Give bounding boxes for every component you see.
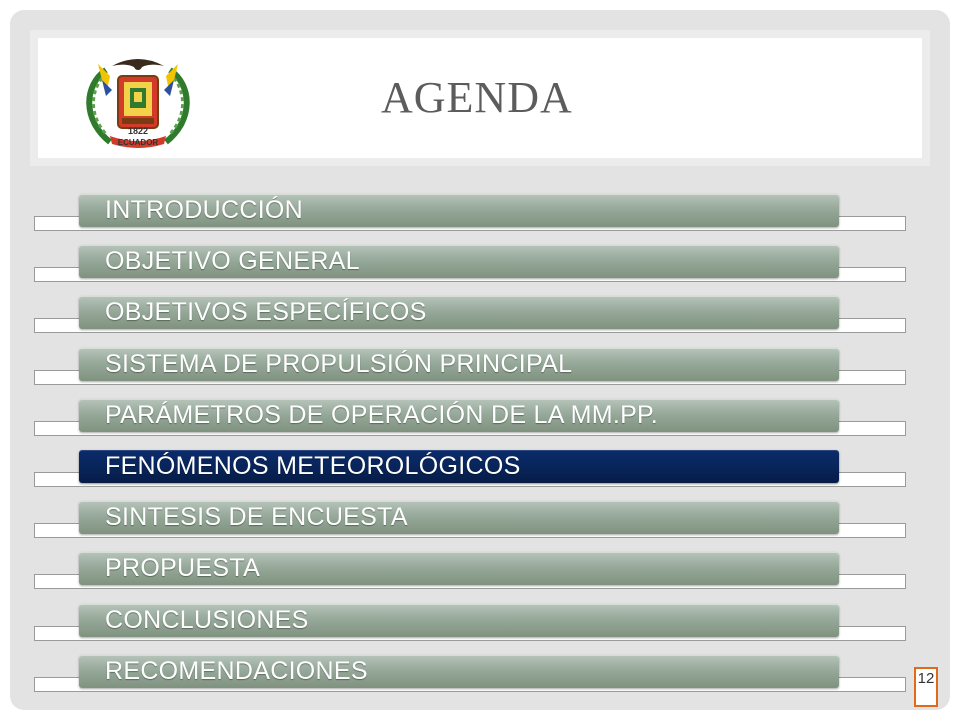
agenda-item-label: CONCLUSIONES [105, 605, 309, 634]
agenda-row [34, 450, 906, 500]
logo-country: ECUADOR [117, 138, 159, 147]
page-title: AGENDA [381, 73, 573, 122]
agenda-item-label: INTRODUCCIÓN [105, 196, 304, 224]
agenda-row [34, 296, 906, 346]
agenda-item[interactable] [79, 348, 839, 381]
header-panel [38, 38, 922, 158]
agenda-item[interactable] [79, 194, 839, 227]
agenda-row [34, 245, 906, 295]
agenda-item-label: FENÓMENOS METEOROLÓGICOS [105, 452, 521, 480]
agenda-item[interactable] [79, 245, 839, 278]
agenda-item[interactable] [79, 552, 839, 585]
agenda-row [34, 655, 906, 705]
agenda-item[interactable] [79, 604, 839, 637]
agenda-item-label: RECOMENDACIONES [105, 656, 368, 685]
slide-header [30, 30, 930, 166]
agenda-row [34, 604, 906, 654]
page-number: 12 [914, 667, 938, 707]
agenda-item-active[interactable] [79, 450, 839, 483]
agenda-row [34, 552, 906, 602]
agenda-item-label: SINTESIS DE ENCUESTA [105, 503, 408, 532]
logo-year: 1822 [127, 126, 149, 136]
agenda-row [34, 501, 906, 551]
agenda-item-label: SISTEMA DE PROPULSIÓN PRINCIPAL [105, 349, 573, 378]
agenda-item[interactable] [79, 501, 839, 534]
agenda-item-label: OBJETIVOS ESPECÍFICOS [105, 298, 427, 327]
agenda-row [34, 194, 906, 244]
agenda-item-label: OBJETIVO GENERAL [105, 247, 360, 276]
agenda-row [34, 348, 906, 398]
agenda-item[interactable] [79, 399, 839, 432]
coat-of-arms-icon [76, 50, 200, 156]
agenda-item[interactable] [79, 296, 839, 329]
agenda-item-label: PROPUESTA [105, 554, 261, 583]
agenda-item-label: PARÁMETROS DE OPERACIÓN DE LA MM.PP. [105, 400, 659, 429]
agenda-item[interactable] [79, 655, 839, 688]
agenda-row [34, 399, 906, 449]
